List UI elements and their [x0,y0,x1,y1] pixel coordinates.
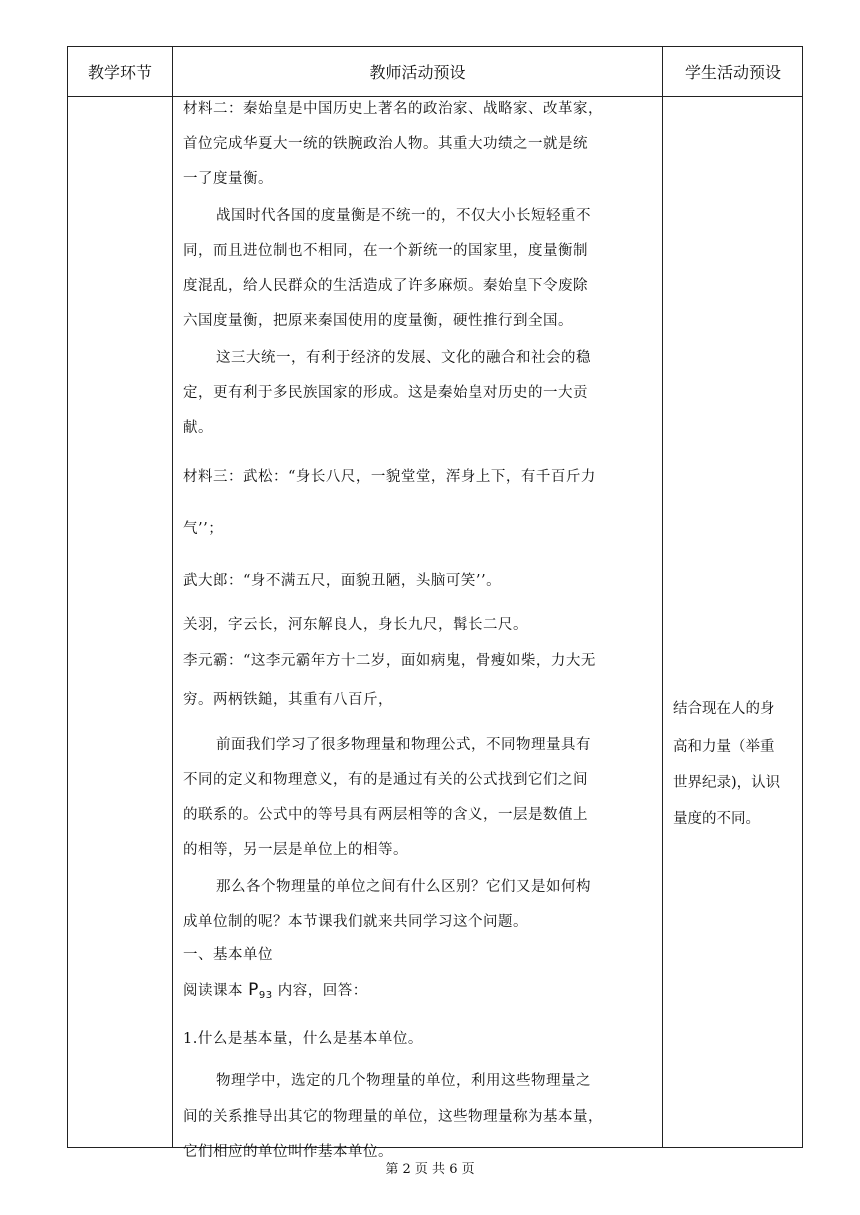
header-student-activity: 学生活动预设 [684,63,781,82]
text-line: 气’’； [183,521,224,537]
text-fragment: 内容，回答： [277,983,368,999]
header-teaching-stage: 教学环节 [87,63,152,82]
text-line: 世界纪录)，认识 [673,775,781,791]
text-line: 定，更有利于多民族国家的形成。这是秦始皇对历史的一大贡 [183,385,588,401]
text-line: 的相等，另一层是单位上的相等。 [183,842,408,858]
text-line [183,979,368,1001]
column-divider [662,47,663,1147]
text-line: 高和力量（举重 [673,739,775,755]
text-line: 成单位制的呢？本节课我们就来共同学习这个问题。 [183,914,528,930]
text-line: 武大郎：“身不满五尺，面貌丑陋，头脑可笑’’。 [183,573,502,589]
lesson-table [67,46,803,1160]
text-line: 献。 [183,420,213,436]
page-ref [248,980,273,1000]
text-line: 量度的不同。 [673,811,760,827]
text-line: 材料二：秦始皇是中国历史上著名的政治家、战略家、改革家， [183,101,603,117]
header-teacher-activity: 教师活动预设 [369,63,466,82]
text-line: 首位完成华夏大一统的铁腕政治人物。其重大功绩之一就是统 [183,136,588,152]
text-line: 不同的定义和物理意义，有的是通过有关的公式找到它们之间 [183,772,588,788]
question-line: 1.什么是基本量，什么是基本单位。 [183,1031,423,1047]
text-line: 战国时代各国的度量衡是不统一的，不仅大小长短轻重不 [216,208,591,224]
text-line: 李元霸：“这李元霸年方十二岁，面如病鬼，骨瘦如柴，力大无 [183,653,596,669]
text-line: 一了度量衡。 [183,171,273,187]
text-line: 那么各个物理量的单位之间有什么区别？它们又是如何构 [216,879,591,895]
section-heading: 一、基本单位 [183,947,273,963]
text-line: 这三大统一，有利于经济的发展、文化的融合和社会的稳 [216,350,591,366]
page-ref-number: 93 [258,990,273,1001]
text-line: 的联系的。公式中的等号具有两层相等的含义，一层是数值上 [183,807,588,823]
text-line: 六国度量衡，把原来秦国使用的度量衡，硬性推行到全国。 [183,313,573,329]
text-line: 间的关系推导出其它的物理量的单位，这些物理量称为基本量， [183,1109,603,1125]
page-ref-letter: P [248,980,259,1000]
text-line: 穷。两柄铁鎚，其重有八百斤， [183,692,393,708]
page-footer: 第 2 页 共 6 页 [385,1162,475,1177]
text-line: 物理学中，选定的几个物理量的单位，利用这些物理量之 [216,1073,591,1089]
text-line: 前面我们学习了很多物理量和物理公式，不同物理量具有 [216,737,591,753]
text-line: 结合现在人的身 [673,701,775,717]
text-line: 它们相应的单位叫作基本单位。 [183,1144,393,1160]
text-line: 同，而且进位制也不相同，在一个新统一的国家里，度量衡制 [183,243,588,259]
column-divider [172,47,173,1147]
text-line: 材料三：武松：“身长八尺，一貌堂堂，浑身上下，有千百斤力 [183,469,596,485]
text-fragment: 阅读课本 [183,983,243,999]
text-line: 关羽，字云长，河东解良人，身长九尺，髯长二尺。 [183,617,528,633]
text-line: 度混乱，给人民群众的生活造成了许多麻烦。秦始皇下令废除 [183,278,588,294]
